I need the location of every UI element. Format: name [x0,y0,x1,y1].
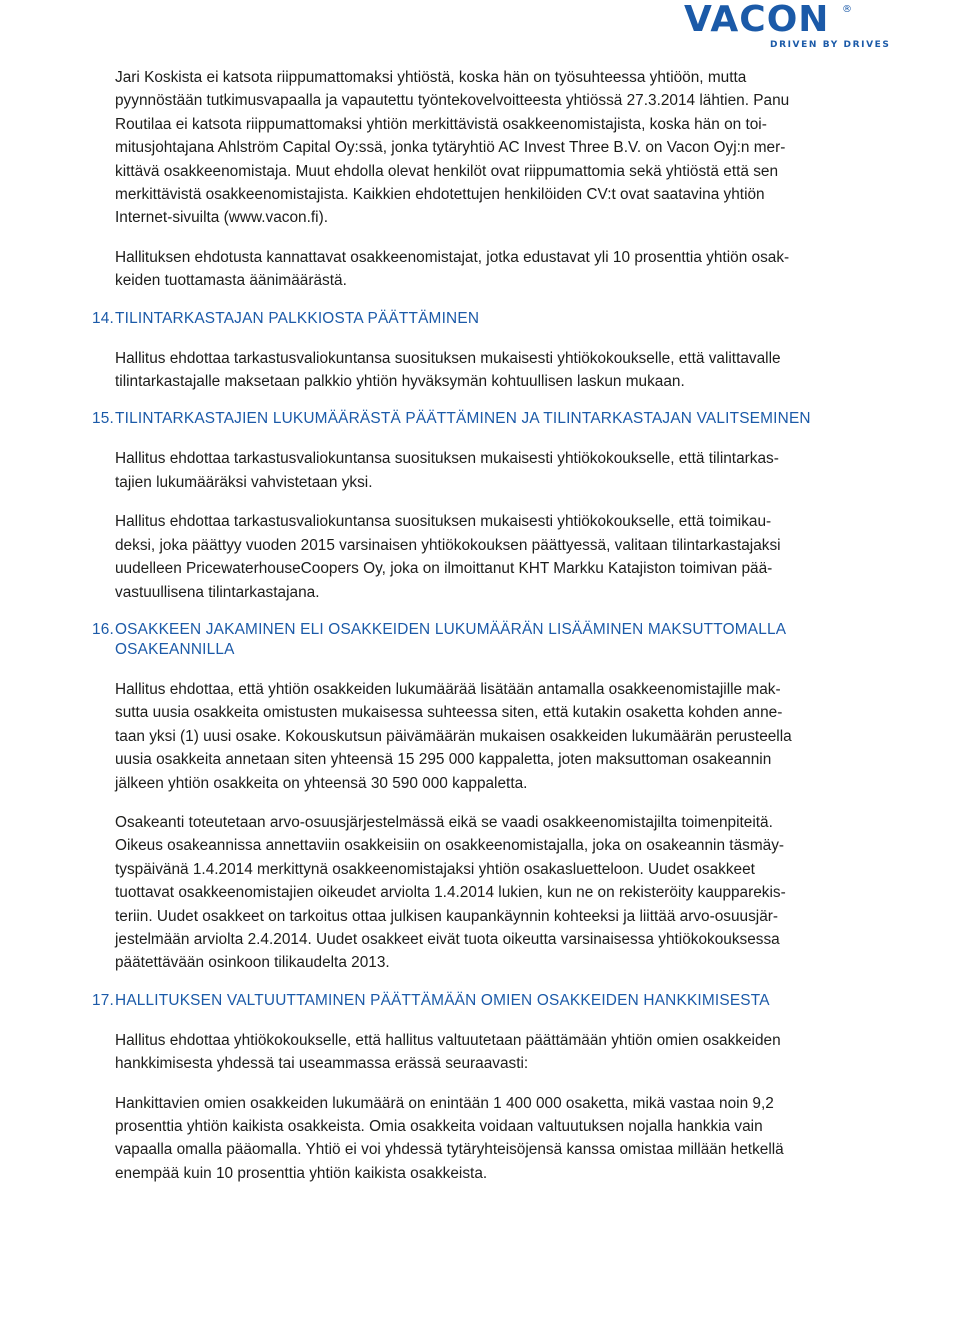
section-15-heading [92,409,905,429]
body-line: tyspäivänä 1.4.2014 merkittynä osakkeenomistajaksi yhtiön osakasluetteloon. Uudet osakkeet [115,860,755,878]
registered-mark: ® [842,4,852,15]
body-line: Osakeanti toteutetaan arvo-osuusjärjestelmässä eikä se vaadi osakkeenomistajilta toimenpiteitä. [115,813,773,831]
vacon-logo [684,0,891,52]
body-line: Hallitus ehdottaa tarkastusvaliokuntansa suosituksen mukaisesti yhtiökokoukselle, että tilintarkas- [115,450,779,468]
intro-line: kittävä osakkeenomistaja. Muut ehdolla olevat henkilöt ovat riippumattomia sekä yhtiöstä että sen [115,162,779,180]
intro-line: mitusjohtajana Ahlström Capital Oy:ssä, jonka tytäryhtiö AC Invest Three B.V. on Vacon Oyj:n mer- [115,139,786,157]
body-line: Hallitus ehdottaa yhtiökokoukselle, että hallitus valtuutetaan päättämään yhtiön omien osakkeiden [115,1031,781,1049]
body-line: sutta uusia osakkeita omistusten mukaisessa suhteessa siten, että kutakin osaketta kohden anne- [115,704,783,722]
intro-line: Jari Koskista ei katsota riippumattomaksi yhtiöstä, koska hän on työsuhteessa yhtiöön, mutta [115,69,747,86]
section-number: 16. [92,620,114,638]
body-line: vastuullisena tilintarkastajana. [115,583,320,601]
body-line: päätettävään osinkoon tilikaudelta 2013. [115,954,390,972]
body-line: tilintarkastajalle maksetaan palkkio yhtiön hyväksymän kohtuullisen laskun mukaan. [115,373,685,391]
section-17-heading [92,991,905,1011]
section-title: HALLITUKSEN VALTUUTTAMINEN PÄÄTTÄMÄÄN OMIEN OSAKKEIDEN HANKKIMISESTA [115,991,770,1009]
body-line: teriin. Uudet osakkeet on tarkoitus ottaa julkisen kaupankäynnin kohteeksi ja liittää arvo-osuusjär- [115,907,779,925]
body-line: hankkimisesta yhdessä tai useammassa erässä seuraavasti: [115,1055,529,1073]
intro-line: Hallituksen ehdotusta kannattavat osakkeenomistajat, jotka edustavat yli 10 prosenttia yhtiön osak- [115,248,790,266]
intro-line: pyynnöstään tutkimusvapaalla ja vapautettu työntekovelvoitteesta yhtiössä 27.3.2014 lähtien. Panu [115,92,790,110]
intro-line: merkittävistä osakkeenomistajista. Kaikkien ehdotettujen henkilöiden CV:t ovat saatavina yhtiön [115,186,765,204]
document-body [92,66,905,1185]
section-number: 15. [92,410,114,428]
body-line: jestelmään arviolta 2.4.2014. Uudet osakkeet eivät tuota oikeutta varsinaisessa yhtiökokouksessa [115,930,780,948]
section-number: 17. [92,991,114,1009]
body-line: Oikeus osakeannissa annettaviin osakkeisiin on osakkeenomistajalla, joka on osakeannin täsmäy- [115,837,785,855]
body-line: Hallitus ehdottaa tarkastusvaliokuntansa suosituksen mukaisesti yhtiökokoukselle, että valittavalle [115,349,781,367]
body-line: Hallitus ehdottaa, että yhtiön osakkeiden lukumäärää lisätään antamalla osakkeenomistajille mak- [115,680,781,698]
intro-line: Routilaa ei katsota riippumattomaksi yhtiön merkittävistä osakkeenomistajista, koska hän on toi- [115,115,767,133]
body-line: deksi, joka päättyy vuoden 2015 varsinaisen yhtiökokouksen päättyessä, valitaan tilintarkastajaksi [115,536,781,554]
body-line: taan yksi (1) uusi osake. Kokouskutsun päivämäärän mukaisen osakkeiden lukumäärän perusteella [115,727,792,745]
body-line: enempää kuin 10 prosenttia yhtiön kaikista osakkeista. [115,1164,488,1182]
body-line: uudelleen PricewaterhouseCoopers Oy, joka on ilmoittanut KHT Markku Katajiston toimivan pää- [115,560,773,578]
body-line: jälkeen yhtiön osakkeita on yhteensä 30 590 000 kappaletta. [115,774,528,792]
section-16-heading [92,620,905,660]
body-line: Hallitus ehdottaa tarkastusvaliokuntansa suosituksen mukaisesti yhtiökokoukselle, että toimikau- [115,513,772,531]
body-line: tuottavat osakkeenomistajien oikeudet arviolta 1.4.2014 lukien, kun ne on rekisteröity kaupparekis- [115,884,786,902]
section-14-heading [92,309,905,329]
section-title-cont: OSAKEANNILLA [115,640,235,658]
body-line: prosenttia yhtiön kaikista osakkeista. Omia osakkeita voidaan valtuutuksen nojalla hankkia vain [115,1118,763,1135]
section-title: OSAKKEEN JAKAMINEN ELI OSAKKEIDEN LUKUMÄÄRÄN LISÄÄMINEN MAKSUTTOMALLA [115,620,787,638]
logo-wordmark: VACON [684,0,830,40]
body-line: uusia osakkeita annetaan siten yhteensä 15 295 000 kappaletta, joten maksuttoman osakeannin [115,751,772,769]
intro-line: keiden tuottamasta äänimäärästä. [115,272,347,290]
body-line: Hankittavien omien osakkeiden lukumäärä on enintään 1 400 000 osaketta, mikä vastaa noin 9,2 [115,1094,774,1112]
intro-line: Internet-sivuilta (www.vacon.fi). [115,209,328,227]
body-line: vapaalla omalla pääomalla. Yhtiö ei voi yhdessä tytäryhteisöjensä kanssa omistaa millään hetkellä [115,1141,784,1159]
body-line: tajien lukumääräksi vahvistetaan yksi. [115,473,373,491]
section-title: TILINTARKASTAJAN PALKKIOSTA PÄÄTTÄMINEN [115,309,480,327]
logo-tagline: DRIVEN BY DRIVES [770,40,891,50]
section-title: TILINTARKASTAJIEN LUKUMÄÄRÄSTÄ PÄÄTTÄMINEN JA TILINTARKASTAJAN VALITSEMINEN [115,410,811,428]
section-number: 14. [92,309,114,327]
